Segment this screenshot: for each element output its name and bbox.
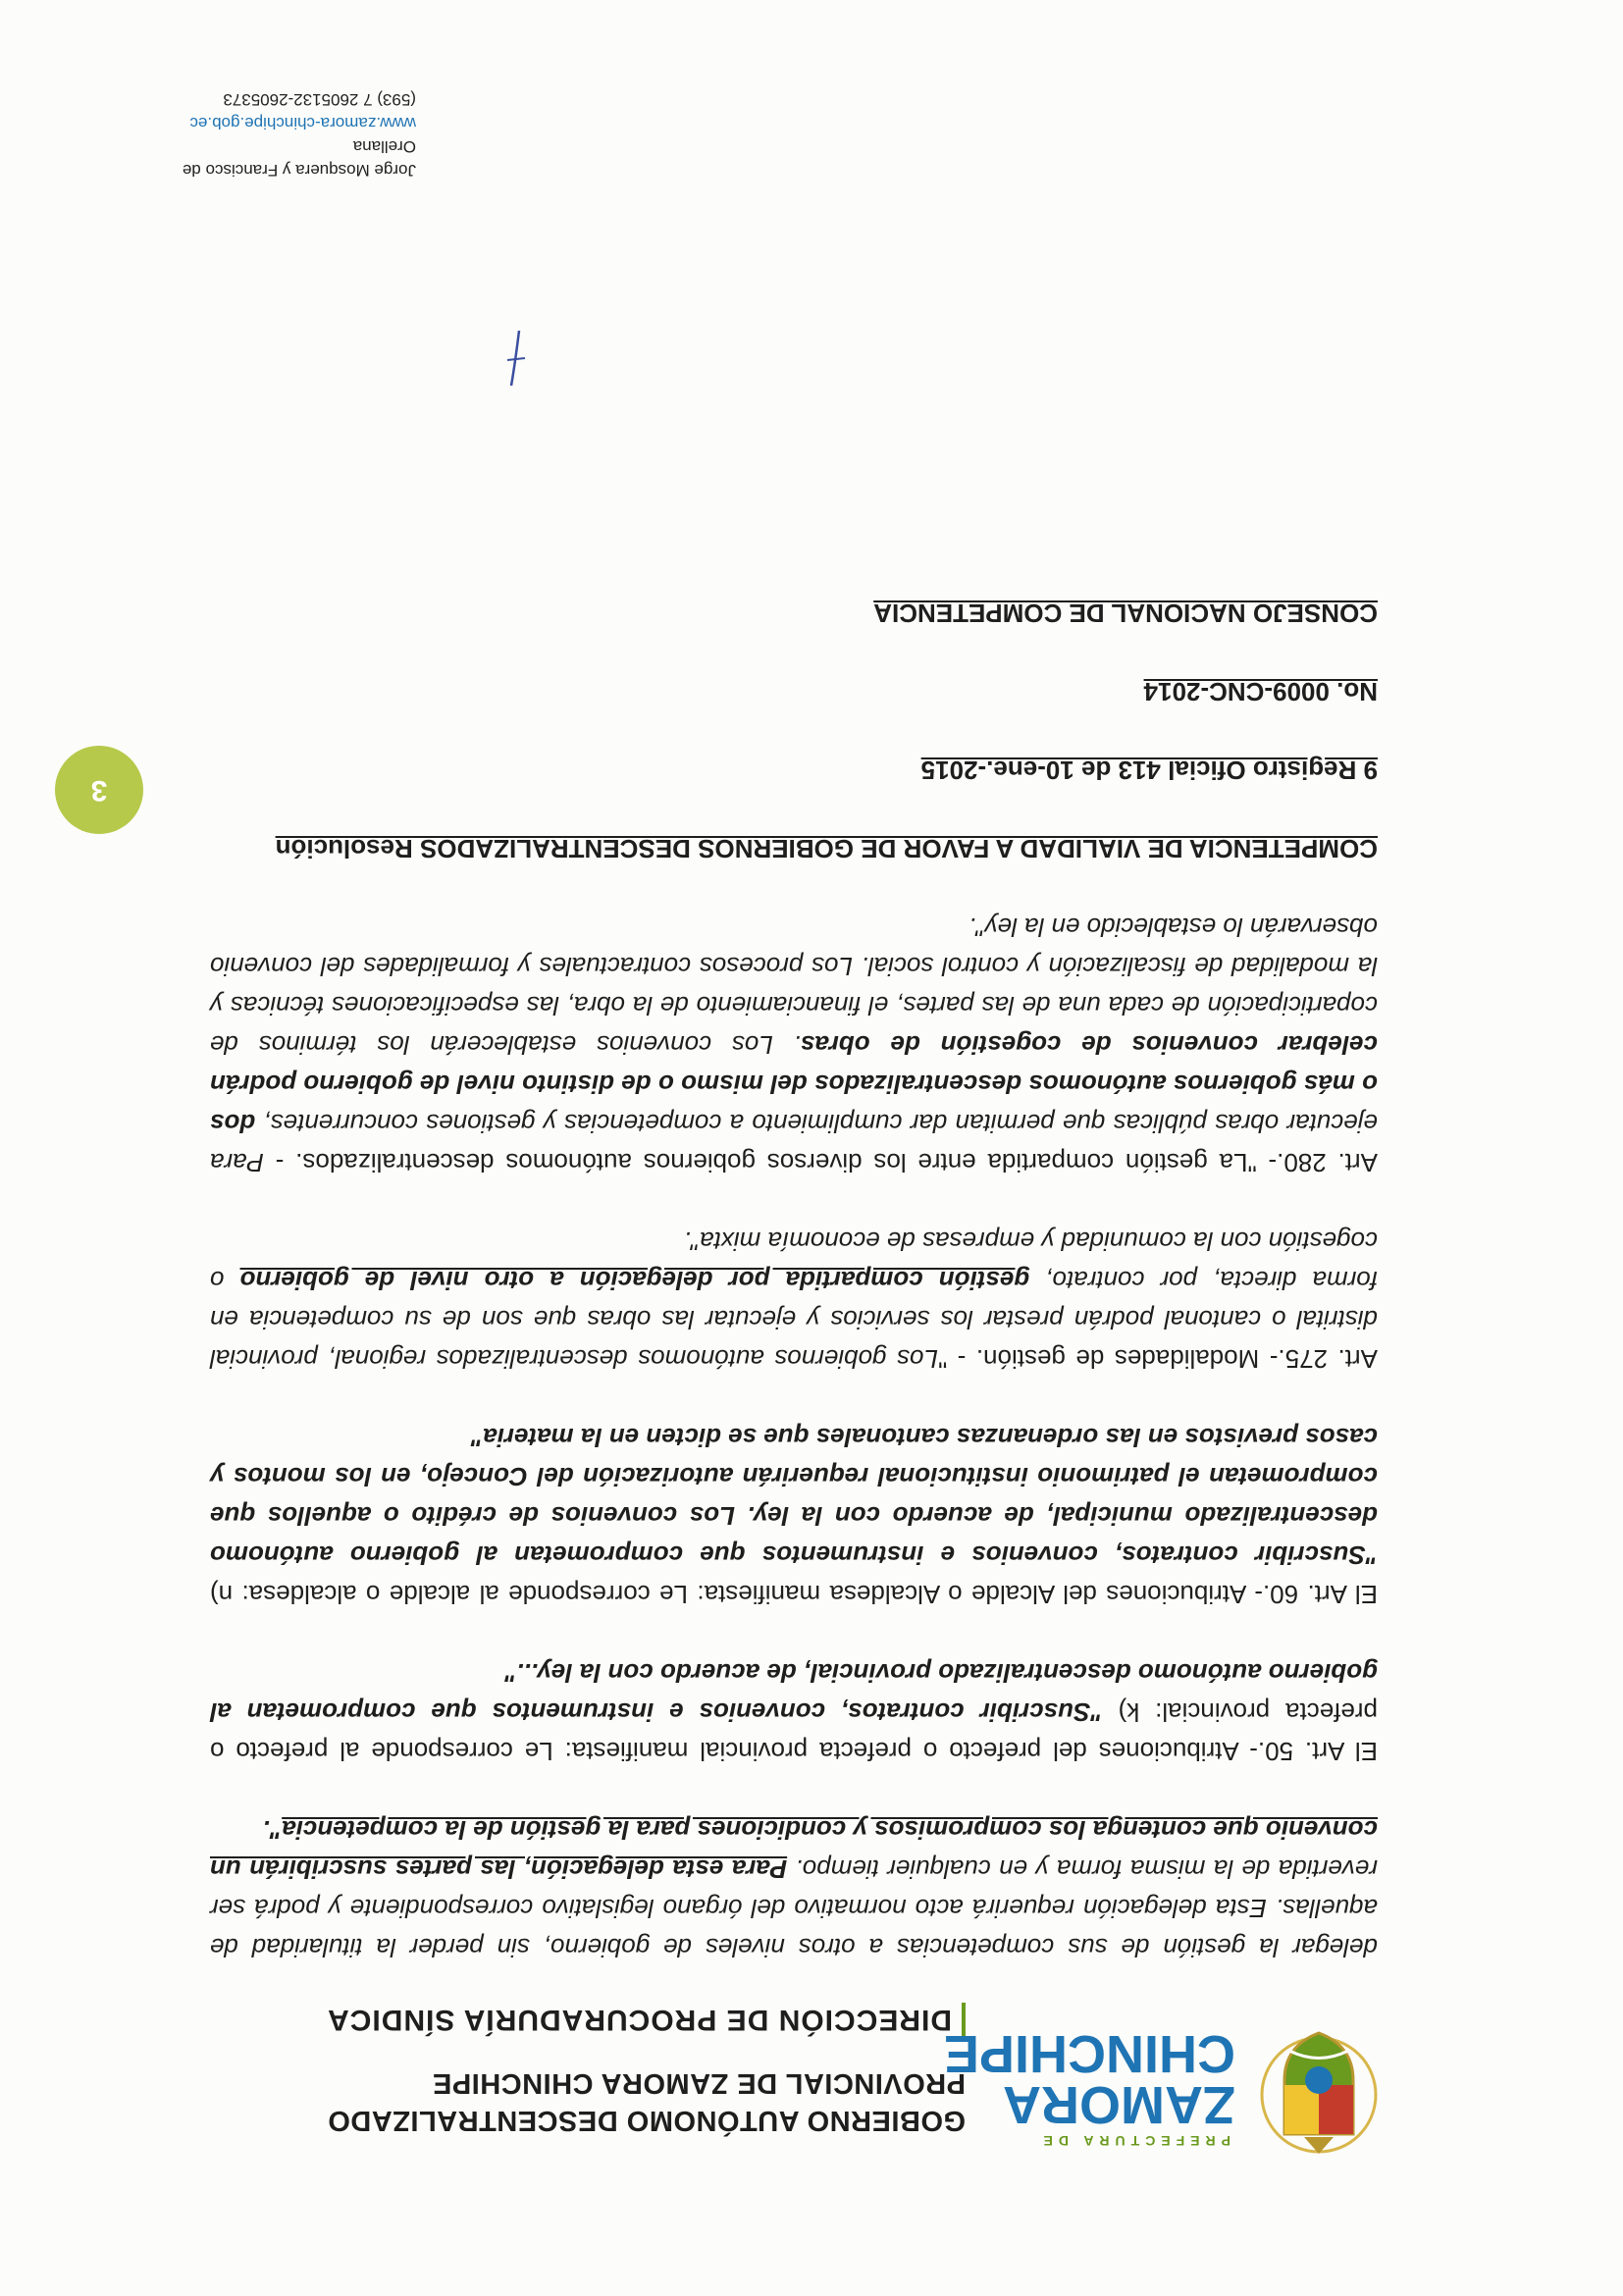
paragraph-art-60 xyxy=(210,1418,1378,1614)
page-number-badge: 3 xyxy=(55,746,143,834)
footer-phone: (593) 7 2605132-2605373 xyxy=(223,90,416,109)
paragraph-text-emphasis: "Suscribir contratos, convenios e instrumentos que comprometan al gobierno autónomo descentralizado municipal, de acuerdo con la ley. Los convenios de crédito o aquellos que comprometan el patrimonio institucional requerirán autorización del Concejo, en los montos y casos previstos en las ordenanzas cantonales que se dicten en la materia" xyxy=(210,1423,1378,1570)
paragraph-text-end: o cogestión con la comunidad y empresas de economía mixta". xyxy=(210,1226,1378,1295)
organization-name xyxy=(220,2064,966,2139)
paragraph-text-quote: Para ejecutar obras públicas que permitan dar cumplimiento a competencias y gestiones concurrentes, xyxy=(210,1109,1378,1177)
department-name: DIRECCIÓN DE PROCURADURÍA SÍNDICA xyxy=(206,2003,966,2036)
paragraph-art-275 xyxy=(210,1222,1378,1379)
paragraph-text: Art. 280.- "La gestión compartida entre los diversos gobiernos autónomos descentralizados. - xyxy=(263,1148,1378,1177)
paragraph-delegation xyxy=(210,1810,1378,1967)
footer-address: Jorge Mosquera y Francisco de Orellana xyxy=(182,137,416,180)
brand-name-zamora: ZAMORA xyxy=(1003,2075,1235,2134)
watermark-logo xyxy=(1444,2000,1466,2090)
paragraph-art-280 xyxy=(210,908,1378,1182)
paragraph-text: El Art. 50.- Atribuciones del prefecto o prefecta provincial manifiesta: Le corresponde al prefecto o prefecta provincial: k) xyxy=(210,1697,1378,1766)
document-body xyxy=(210,554,1378,1967)
paragraph-text: delegar la gestión de sus competencias a otros niveles de gobierno, sin perder la titularidad de aquellas. Esta delegación requerirá acto normativo del órgano legislativo correspondiente y podrá ser revertida de la misma forma y en cualquier tiempo. xyxy=(210,1854,1378,1962)
paragraph-text: El Art. 60.- Atribuciones del Alcalde o Alcaldesa manifiesta: Le corresponde al alcalde o alcaldesa: n) xyxy=(210,1580,1378,1609)
paragraph-text-emphasis: "Suscribir contratos, convenios e instrumentos que comprometan al gobierno autónomo descentralizado provincial, de acuerdo con la ley..." xyxy=(210,1658,1378,1727)
footer-contact xyxy=(161,87,416,182)
paragraph-text-emphasis: dos o más gobiernos autónomos descentralizados del mismo o de distinto nivel de gobierno podrán celebrar convenios de cogestión de obras xyxy=(210,1030,1378,1138)
resolution-council: CONSEJO NACIONAL DE COMPETENCIA xyxy=(873,599,1378,628)
resolution-registry: 9 Registro Oficial 413 de 10-ene.-2015 xyxy=(920,756,1378,785)
paragraph-text-emphasis: gestión compartida por delegación a otro nivel de gobierno xyxy=(239,1266,1030,1295)
letterhead xyxy=(220,1972,1378,2159)
brand-name-chinchipe: CHINCHIPE xyxy=(943,2024,1235,2083)
paragraph-text: Art. 275.- Modalidades de gestión. - " xyxy=(937,1344,1378,1374)
organization-name-line-1: GOBIERNO AUTÓNOMO DESCENTRALIZADO xyxy=(327,2105,966,2136)
brand-prefix: PREFECTURA DE xyxy=(1037,2133,1230,2149)
handwritten-check-mark-icon xyxy=(503,329,529,388)
resolution-title: COMPETENCIA DE VIALIDAD A FAVOR DE GOBIERNOS DESCENTRALIZADOS Resolución xyxy=(275,834,1378,863)
provincial-shield-icon xyxy=(1260,2021,1378,2159)
paragraph-text-end: ". xyxy=(262,1815,283,1845)
paragraph-text-emphasis: Para esta delegación, las partes suscribirán un convenio que contenga los compromisos y condiciones para la gestión de la competencia xyxy=(210,1815,1378,1884)
paragraph-text-end: . Los convenios establecerán los términos de coparticipación de cada una de las partes, el financiamiento de la obra, las especificaciones técnicas y la modalidad de fiscalización y control social. Los procesos contractuales y formalidades del convenio observarán lo establecido en la ley". xyxy=(210,913,1378,1060)
footer-website: www.zamora-chinchipe.gob.ec xyxy=(189,114,416,132)
resolution-heading xyxy=(210,594,1378,868)
paragraph-text-quote: Los gobiernos autónomos descentralizados regional, provincial distrital o cantonal podrán prestar los servicios y ejecutar las obras que son de su competencia en forma directa, por contrato, xyxy=(210,1266,1378,1374)
paragraph-art-50 xyxy=(210,1653,1378,1771)
resolution-number: No. 0009-CNC-2014 xyxy=(1143,677,1378,706)
organization-name-line-2: PROVINCIAL DE ZAMORA CHINCHIPE xyxy=(432,2067,966,2099)
